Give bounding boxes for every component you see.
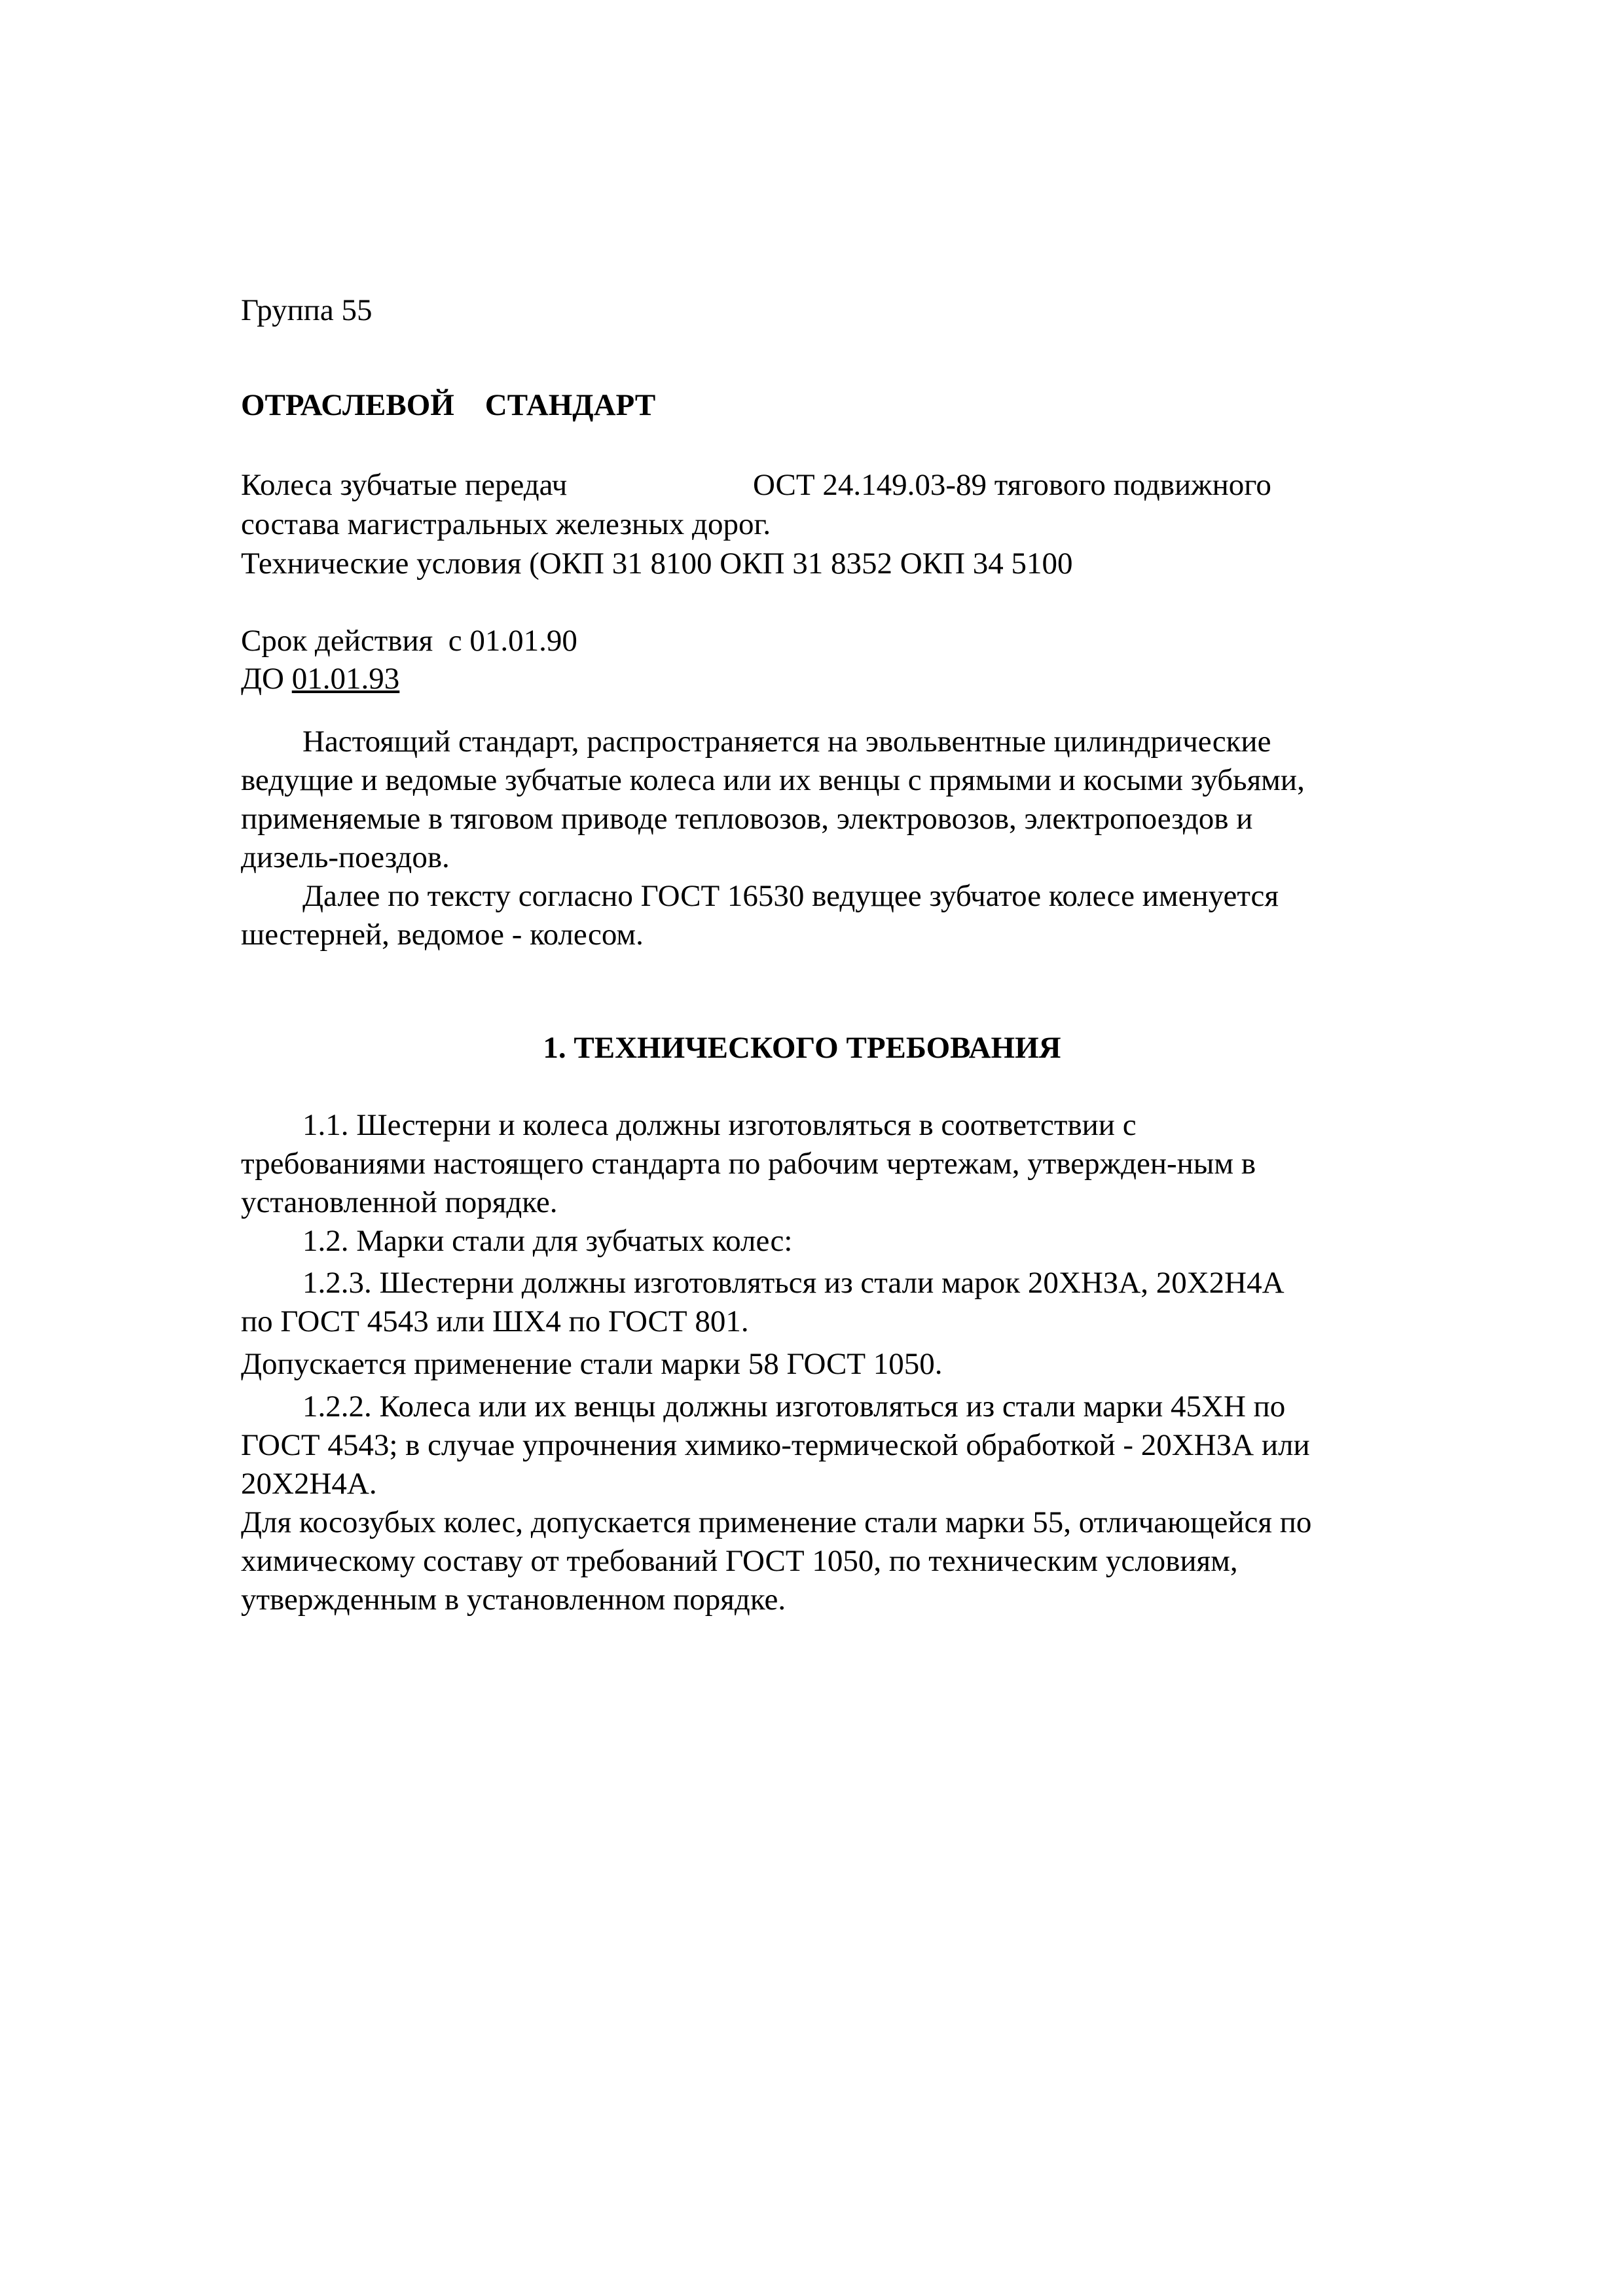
validity-from: Срок действия с 01.01.90	[241, 624, 577, 658]
intro-p1-line-2: ведущие и ведомые зубчатые колеса или их венцы с прямыми и косыми зубьями,	[241, 763, 1305, 797]
clause-1-2: 1.2. Марки стали для зубчатых колес:	[241, 1224, 793, 1258]
clause-1-2-2-line-1: 1.2.2. Колеса или их венцы должны изготовляться из стали марки 45ХН по	[241, 1390, 1286, 1424]
clause-1-2-2-line-3: 20Х2Н4А.	[241, 1467, 377, 1501]
clause-1-2-2-line-2: ГОСТ 4543; в случае упрочнения химико-термической обработкой - 20ХНЗА или	[241, 1428, 1310, 1462]
intro-p1-line-3: применяемые в тяговом приводе тепловозов, электровозов, электропоездов и	[241, 802, 1253, 836]
validity-to	[241, 660, 399, 698]
clause-1-1-line-3: установленной порядке.	[241, 1185, 558, 1219]
standard-type-heading: ОТРАСЛЕВОЙ СТАНДАРТ	[241, 388, 656, 422]
clause-1-1-line-1: 1.1. Шестерни и колеса должны изготовляться в соответствии с	[241, 1108, 1137, 1142]
section-1-heading: 1. ТЕХНИЧЕСКОГО ТРЕБОВАНИЯ	[543, 1031, 1061, 1065]
clause-1-2-3-line-2: по ГОСТ 4543 или ШХ4 по ГОСТ 801.	[241, 1304, 749, 1338]
intro-p2-line-1: Далее по тексту согласно ГОСТ 16530 ведущее зубчатое колесе именуется	[241, 879, 1279, 913]
title-line-1-right: ОСТ 24.149.03-89 тягового подвижного	[753, 468, 1271, 502]
intro-p2-line-2: шестерней, ведомое - колесом.	[241, 918, 644, 952]
clause-1-2-3-line-1: 1.2.3. Шестерни должны изготовляться из стали марок 20ХНЗА, 20Х2Н4А	[241, 1266, 1285, 1300]
clause-1-2-2-line-6: утвержденным в установленном порядке.	[241, 1583, 786, 1617]
group-label: Группа 55	[241, 293, 373, 327]
title-line-3: Технические условия (ОКП 31 8100 ОКП 31 8352 ОКП 34 5100	[241, 547, 1073, 581]
clause-1-2-3-line-3: Допускается применение стали марки 58 ГОСТ 1050.	[241, 1347, 943, 1381]
clause-1-1-line-2: требованиями настоящего стандарта по рабочим чертежам, утвержден-ным в	[241, 1147, 1256, 1181]
clause-1-2-2-line-4: Для косозубых колес, допускается применение стали марки 55, отличающейся по	[241, 1505, 1312, 1539]
title-line-2: состава магистральных железных дорог.	[241, 507, 771, 541]
clause-1-2-2-line-5: химическому составу от требований ГОСТ 1050, по техническим условиям,	[241, 1544, 1238, 1578]
intro-p1-line-4: дизель-поездов.	[241, 840, 450, 874]
validity-to-prefix: ДО	[241, 662, 292, 696]
validity-to-date: 01.01.93	[291, 662, 400, 696]
intro-p1-line-1: Настоящий стандарт, распространяется на эвольвентные цилиндрические	[241, 725, 1271, 759]
title-line-1-left: Колеса зубчатые передач	[241, 468, 568, 502]
